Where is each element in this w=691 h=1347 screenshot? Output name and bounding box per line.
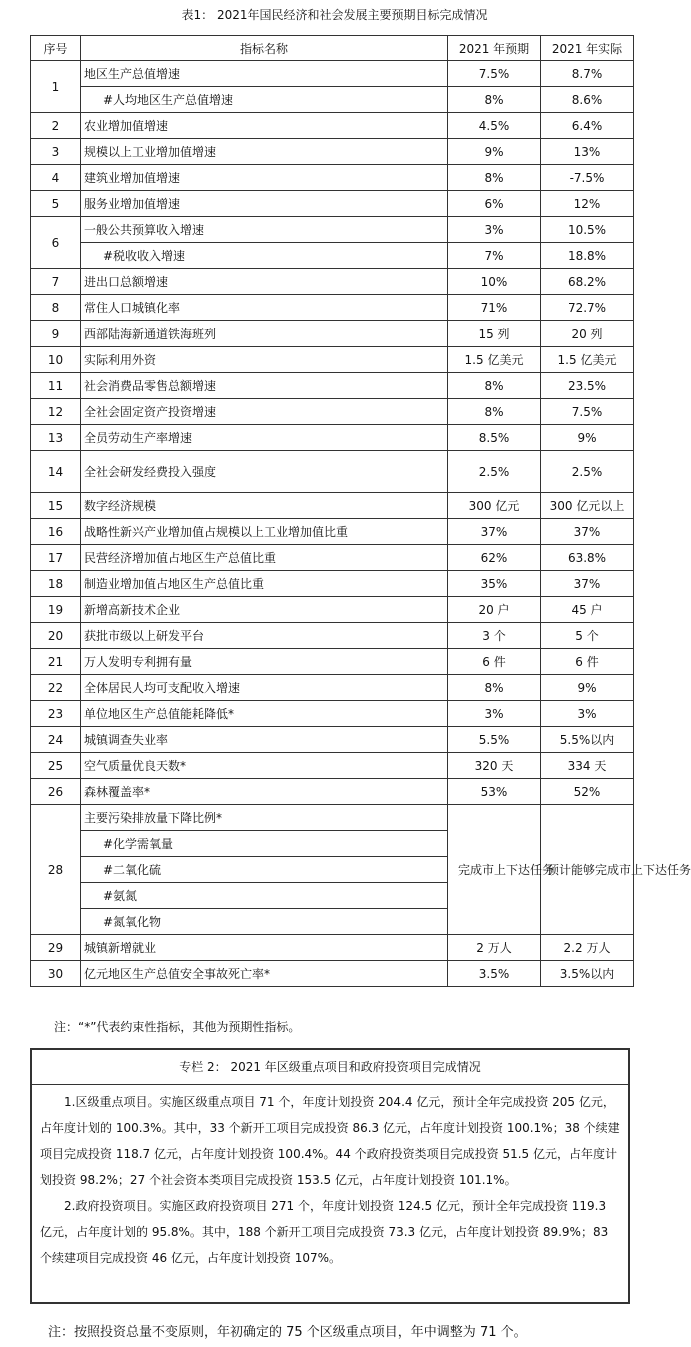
table-row [31,675,634,701]
row-name: 全员劳动生产率增速 [81,425,448,451]
header-actual: 2021 年实际 [541,36,634,61]
row-plan: 7% [448,243,541,269]
row-no: 20 [31,623,81,649]
row-plan: 62% [448,545,541,571]
row-actual: 预计能够完成市上下达任务 [541,805,634,935]
row-name: 进出口总额增速 [81,269,448,295]
row-name: 森林覆盖率* [81,779,448,805]
table-row [31,935,634,961]
row-no: 18 [31,571,81,597]
table-row [31,139,634,165]
row-plan: 3% [448,701,541,727]
row-plan: 35% [448,571,541,597]
table-row [31,87,634,113]
row-actual: 8.7% [541,61,634,87]
row-actual: 3.5%以内 [541,961,634,987]
row-name: #税收收入增速 [81,243,448,269]
row-plan: 8% [448,165,541,191]
row-no: 19 [31,597,81,623]
row-plan: 300 亿元 [448,493,541,519]
row-actual: 8.6% [541,87,634,113]
row-actual: 45 户 [541,597,634,623]
row-actual: 9% [541,425,634,451]
table-header-row [31,36,634,61]
row-name: 新增高新技术企业 [81,597,448,623]
row-name: 制造业增加值占地区生产总值比重 [81,571,448,597]
table-row [31,425,634,451]
row-name: 建筑业增加值增速 [81,165,448,191]
row-no: 9 [31,321,81,347]
table-row [31,649,634,675]
row-name: #人均地区生产总值增速 [81,87,448,113]
row-plan: 15 列 [448,321,541,347]
row-name: 农业增加值增速 [81,113,448,139]
row-actual: 5 个 [541,623,634,649]
table-row [31,165,634,191]
row-no: 23 [31,701,81,727]
row-name: 全社会固定资产投资增速 [81,399,448,425]
row-no: 7 [31,269,81,295]
box-paragraph: 1.区级重点项目。实施区级重点项目 71 个，年度计划投资 204.4 亿元，预计全年完成投资 205 亿元，占年度计划的 100.3%。其中，33 个新开工项目完成投资 86.3 亿元，占年度计划投资 100.1%；38 个续建项目完成投资 118.7 亿元，占年度计划投资 100.4%。44 个政府投资类项目完成投资 51.5 亿元，占年度计划投资 98.2%；27 个社会资本类项目完成投资 153.5 亿元，占年度计划投资 101.1%。 [40,1095,620,1187]
row-actual: 3% [541,701,634,727]
table-row [31,805,634,831]
row-actual: 10.5% [541,217,634,243]
row-actual: 2.5% [541,451,634,493]
row-no: 26 [31,779,81,805]
row-name: #氨氮 [81,883,448,909]
row-name: 主要污染排放量下降比例* [81,805,448,831]
row-name: 一般公共预算收入增速 [81,217,448,243]
row-name: 全体居民人均可支配收入增速 [81,675,448,701]
row-name: 社会消费品零售总额增速 [81,373,448,399]
row-no: 29 [31,935,81,961]
row-no: 3 [31,139,81,165]
table-row [31,373,634,399]
row-name: 城镇调查失业率 [81,727,448,753]
row-name: 西部陆海新通道铁海班列 [81,321,448,347]
table-row [31,961,634,987]
table-row [31,727,634,753]
row-name: 亿元地区生产总值安全事故死亡率* [81,961,448,987]
row-plan: 1.5 亿美元 [448,347,541,373]
row-name: #氮氧化物 [81,909,448,935]
table-row [31,217,634,243]
row-actual: 12% [541,191,634,217]
table-row [31,243,634,269]
row-no: 5 [31,191,81,217]
row-name: #二氧化硫 [81,857,448,883]
table-row [31,399,634,425]
table-caption: 表1： 2021年国民经济和社会发展主要预期目标完成情况 [181,8,488,22]
row-no: 10 [31,347,81,373]
row-actual: 63.8% [541,545,634,571]
row-actual: 37% [541,571,634,597]
row-actual: 72.7% [541,295,634,321]
table-footnote: 注：“*”代表约束性指标，其他为预期性指标。 [54,1020,301,1034]
row-actual: 52% [541,779,634,805]
row-actual: 37% [541,519,634,545]
row-no: 8 [31,295,81,321]
row-actual: -7.5% [541,165,634,191]
row-no: 11 [31,373,81,399]
row-name: 空气质量优良天数* [81,753,448,779]
row-no: 17 [31,545,81,571]
row-no: 16 [31,519,81,545]
row-no: 14 [31,451,81,493]
row-plan: 10% [448,269,541,295]
row-actual: 9% [541,675,634,701]
row-name: 全社会研发经费投入强度 [81,451,448,493]
row-no: 30 [31,961,81,987]
row-actual: 334 天 [541,753,634,779]
row-plan: 6 件 [448,649,541,675]
header-no: 序号 [31,36,81,61]
box-footnote: 注：按照投资总量不变原则，年初确定的 75 个区级重点项目，年中调整为 71 个。 [48,1325,527,1340]
row-plan: 8% [448,399,541,425]
row-plan: 2 万人 [448,935,541,961]
row-actual: 1.5 亿美元 [541,347,634,373]
box-paragraph: 2.政府投资项目。实施区政府投资项目 271 个，年度计划投资 124.5 亿元，预计全年完成投资 119.3 亿元，占年度计划的 95.8%。其中，188 个新开工项目完成投资 73.3 亿元，占年度计划投资 89.9%；83 个续建项目完成投资 46 亿元，占年度计划投资 107%。 [40,1199,609,1265]
row-actual: 68.2% [541,269,634,295]
row-name: 地区生产总值增速 [81,61,448,87]
row-actual: 6.4% [541,113,634,139]
row-no: 1 [31,61,81,113]
row-plan: 5.5% [448,727,541,753]
targets-table [30,35,691,987]
header-plan: 2021 年预期 [448,36,541,61]
table-row [31,269,634,295]
row-plan: 3% [448,217,541,243]
row-name: 规模以上工业增加值增速 [81,139,448,165]
row-plan: 37% [448,519,541,545]
table-row [31,61,634,87]
row-plan: 7.5% [448,61,541,87]
row-name: 民营经济增加值占地区生产总值比重 [81,545,448,571]
table-row [31,753,634,779]
table-row [31,113,634,139]
row-name: 单位地区生产总值能耗降低* [81,701,448,727]
row-plan: 4.5% [448,113,541,139]
row-actual: 23.5% [541,373,634,399]
row-name: 服务业增加值增速 [81,191,448,217]
row-plan: 8% [448,373,541,399]
row-actual: 6 件 [541,649,634,675]
box-title: 专栏 2： 2021 年区级重点项目和政府投资项目完成情况 [32,1050,628,1085]
table-row [31,321,634,347]
row-plan: 8.5% [448,425,541,451]
row-no: 2 [31,113,81,139]
row-name: 常住人口城镇化率 [81,295,448,321]
row-name: #化学需氧量 [81,831,448,857]
row-plan: 20 户 [448,597,541,623]
row-plan: 71% [448,295,541,321]
table-row [31,519,634,545]
row-actual: 300 亿元以上 [541,493,634,519]
header-name: 指标名称 [81,36,448,61]
row-name: 万人发明专利拥有量 [81,649,448,675]
row-name: 获批市级以上研发平台 [81,623,448,649]
table-row [31,545,634,571]
row-actual: 7.5% [541,399,634,425]
table-row [31,493,634,519]
row-no: 28 [31,805,81,935]
table-row [31,701,634,727]
row-name: 数字经济规模 [81,493,448,519]
table-row [31,191,634,217]
row-plan: 53% [448,779,541,805]
table-row [31,571,634,597]
row-no: 4 [31,165,81,191]
row-plan: 8% [448,675,541,701]
row-name: 城镇新增就业 [81,935,448,961]
row-plan: 3.5% [448,961,541,987]
row-actual: 2.2 万人 [541,935,634,961]
row-no: 25 [31,753,81,779]
column-box [30,1048,630,1304]
table-row [31,295,634,321]
row-plan: 9% [448,139,541,165]
row-no: 21 [31,649,81,675]
row-name: 实际利用外资 [81,347,448,373]
row-no: 12 [31,399,81,425]
row-no: 22 [31,675,81,701]
row-no: 24 [31,727,81,753]
row-plan: 320 天 [448,753,541,779]
table-row [31,347,634,373]
table-row [31,451,634,493]
row-plan: 2.5% [448,451,541,493]
row-plan: 3 个 [448,623,541,649]
row-no: 6 [31,217,81,269]
table-row [31,623,634,649]
row-actual: 13% [541,139,634,165]
table-row [31,779,634,805]
row-actual: 20 列 [541,321,634,347]
row-no: 13 [31,425,81,451]
row-actual: 18.8% [541,243,634,269]
row-plan: 8% [448,87,541,113]
row-plan: 完成市上下达任务 [448,805,541,935]
row-actual: 5.5%以内 [541,727,634,753]
row-plan: 6% [448,191,541,217]
row-name: 战略性新兴产业增加值占规模以上工业增加值比重 [81,519,448,545]
table-row [31,597,634,623]
row-no: 15 [31,493,81,519]
